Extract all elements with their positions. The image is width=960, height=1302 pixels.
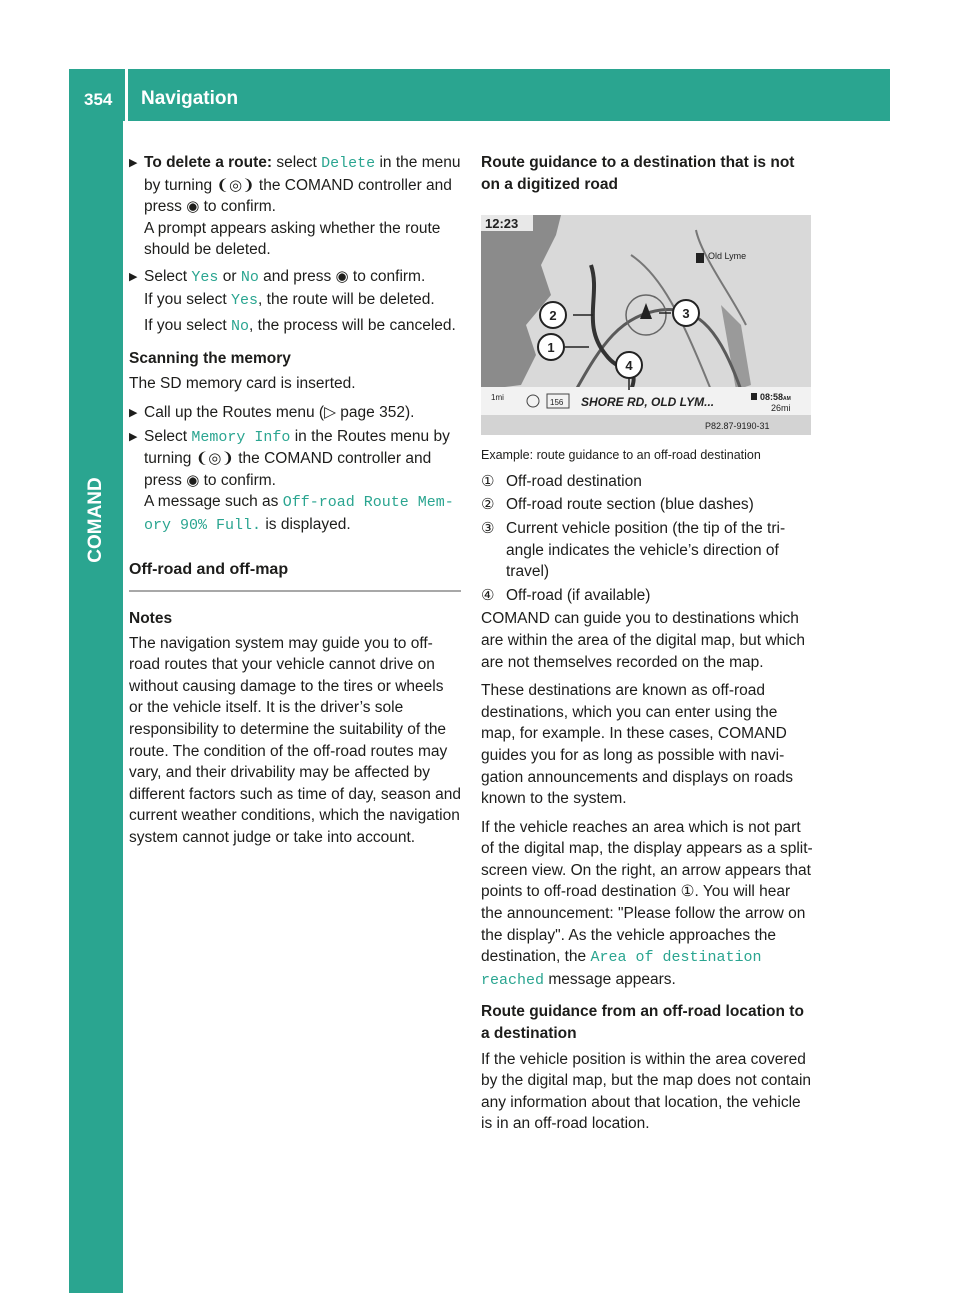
notes-title: Notes xyxy=(129,610,173,628)
code-memory-message: Off-road Route Memory 90% Full. xyxy=(144,494,454,534)
legend-ref: ① xyxy=(680,883,695,901)
callout-4-label: 4 xyxy=(625,358,633,374)
map-illustration xyxy=(481,215,811,435)
map-place-label: Old Lyme xyxy=(708,251,747,262)
step-call-up-routes xyxy=(129,402,461,424)
map-distance-unit: mi xyxy=(781,403,791,414)
text: to confirm. xyxy=(199,471,276,489)
text: to confirm. xyxy=(348,267,426,285)
code-yes: Yes xyxy=(231,291,259,309)
text: A message such as xyxy=(144,493,283,511)
code-memory-info: Memory Info xyxy=(191,428,291,446)
step-arrow-icon: ▶ xyxy=(129,430,138,443)
controller-turn-icon: ❨◎❩ xyxy=(195,450,234,468)
text: in the menu by turning xyxy=(144,154,461,194)
side-tab xyxy=(69,121,123,1239)
text: , the route will be deleted. xyxy=(258,290,435,308)
map-route-number: 156 xyxy=(550,398,564,408)
right-column xyxy=(481,152,813,1142)
text: the COMAND controller and press xyxy=(144,176,452,216)
side-tab-label-text: COMAND xyxy=(85,477,106,563)
text: or xyxy=(218,267,241,285)
step-continuation xyxy=(144,315,461,338)
eta-flag-icon xyxy=(751,393,757,400)
controller-press-icon: ◉ xyxy=(186,471,200,489)
heading-off-road: Off-road and off-map xyxy=(129,559,461,593)
map-distance xyxy=(771,403,791,413)
text: If you select xyxy=(144,290,232,308)
callout-1-label: 1 xyxy=(547,340,555,356)
code-no: No xyxy=(240,268,259,286)
step-arrow-icon: ▶ xyxy=(129,270,138,283)
legend-text: Off-road route section (blue dashes) xyxy=(506,496,754,514)
text: is displayed. xyxy=(261,515,351,533)
text: , the process will be canceled. xyxy=(249,317,456,335)
map-street: SHORE RD, OLD LYM... xyxy=(581,395,715,410)
text: If the vehicle reaches an area which is not part of the digital map, the display appears as a split-screen view. On the right, an arrow appears that points to off-road destination xyxy=(481,818,813,901)
step-lead: To delete a route: xyxy=(144,154,273,171)
step-select-memory-info xyxy=(129,426,461,537)
left-column xyxy=(129,152,461,856)
destination-flag-icon xyxy=(696,253,704,263)
text: select xyxy=(272,154,322,171)
notes-text: The navigation system may guide you to off-road routes that your vehicle cannot drive on without causing damage to the tires or wheels or the vehicle itself. It is the driver’s sole responsibility to determine the suitability of the route. The condition of the off-road routes may vary, and their drivability may be affected by different factors such as time of day, season and current weather conditions, which the navigation system cannot judge or take into account. xyxy=(129,634,462,847)
code-delete: Delete xyxy=(321,155,376,172)
map-eta-suffix: AM xyxy=(783,396,791,403)
figure-caption: Example: route guidance to an off-road destination xyxy=(481,448,761,463)
text: . You will hear the announcement: "Please follow the arrow on the display". As the vehicle approaches the destination, the xyxy=(481,883,806,966)
controller-turn-icon: ❨◎❩ xyxy=(216,176,255,194)
step-continuation xyxy=(144,289,461,312)
controller-press-icon: ◉ xyxy=(335,267,349,285)
legend-list xyxy=(481,471,813,607)
legend-number: ① xyxy=(481,472,495,490)
scanning-intro: The SD memory card is inserted. xyxy=(129,375,356,393)
paragraph xyxy=(481,817,813,992)
step-arrow-icon: ▶ xyxy=(129,157,138,169)
legend-item xyxy=(481,585,813,607)
text: in the Routes menu by turning xyxy=(144,427,450,468)
legend-text: Off-road (if available) xyxy=(506,586,651,604)
heading-route-guidance-from-off-road: Route guidance from an off-road location to a destination xyxy=(481,1003,804,1043)
text: and press xyxy=(258,267,336,285)
legend-number: ② xyxy=(481,496,495,514)
step-continuation: A prompt appears asking whether the route should be deleted. xyxy=(144,219,441,259)
map-scale: 1mi xyxy=(491,393,504,403)
text: the COMAND controller and press xyxy=(144,450,432,489)
map-clock: 12:23 xyxy=(485,216,519,232)
text: message appears. xyxy=(544,970,676,988)
legend-text: Current vehicle position (the tip of the triangle indicates the vehicle’s direction of travel) xyxy=(506,519,786,581)
text: to confirm. xyxy=(199,198,276,216)
callout-2-label: 2 xyxy=(549,308,557,324)
legend-text: Off-road destination xyxy=(506,472,642,490)
side-tab-square xyxy=(69,1239,123,1293)
text: Select xyxy=(144,267,192,285)
page-number: 354 xyxy=(84,90,113,109)
map-eta-time: 08:58 xyxy=(760,392,784,403)
step-text: Call up the Routes menu (▷ page 352). xyxy=(144,403,415,421)
paragraph: These destinations are known as off-road destinations, which you can enter using the map, for example. In these cases, COMAND guides you for as long as possible with navigation announcements and displays on roads known to the system. xyxy=(481,682,793,808)
controller-press-icon: ◉ xyxy=(186,198,200,216)
heading-route-guidance-not-digitized: Route guidance to a destination that is not on a digitized road xyxy=(481,154,795,193)
paragraph: If the vehicle position is within the area covered by the digital map, but the map does not contain any information about that location, the vehicle is in an off-road location. xyxy=(481,1050,812,1133)
step-select-yes-no xyxy=(129,266,461,338)
text: Select xyxy=(144,427,192,445)
step-arrow-icon: ▶ xyxy=(129,406,138,419)
code-area-reached: Area of destination reached xyxy=(481,949,762,989)
callout-3-label: 3 xyxy=(682,306,690,322)
legend-item xyxy=(481,471,813,493)
legend-number: ④ xyxy=(481,586,495,604)
legend-item xyxy=(481,518,813,583)
text: If you select xyxy=(144,317,232,335)
section-title: Navigation xyxy=(141,88,239,109)
map-figure xyxy=(481,215,811,435)
map-distance-value: 26 xyxy=(771,403,782,414)
step-delete-route xyxy=(129,152,461,261)
heading-scanning-memory: Scanning the memory xyxy=(129,349,291,367)
step-continuation xyxy=(144,491,461,536)
code-no: No xyxy=(231,318,250,336)
paragraph: COMAND can guide you to destinations which are within the area of the digital map, but which are not themselves recorded on the map. xyxy=(481,610,805,671)
code-yes: Yes xyxy=(191,268,219,286)
header-divider xyxy=(125,69,128,121)
figure-code: P82.87-9190-31 xyxy=(705,421,770,432)
legend-item xyxy=(481,494,813,516)
legend-number: ③ xyxy=(481,519,495,537)
